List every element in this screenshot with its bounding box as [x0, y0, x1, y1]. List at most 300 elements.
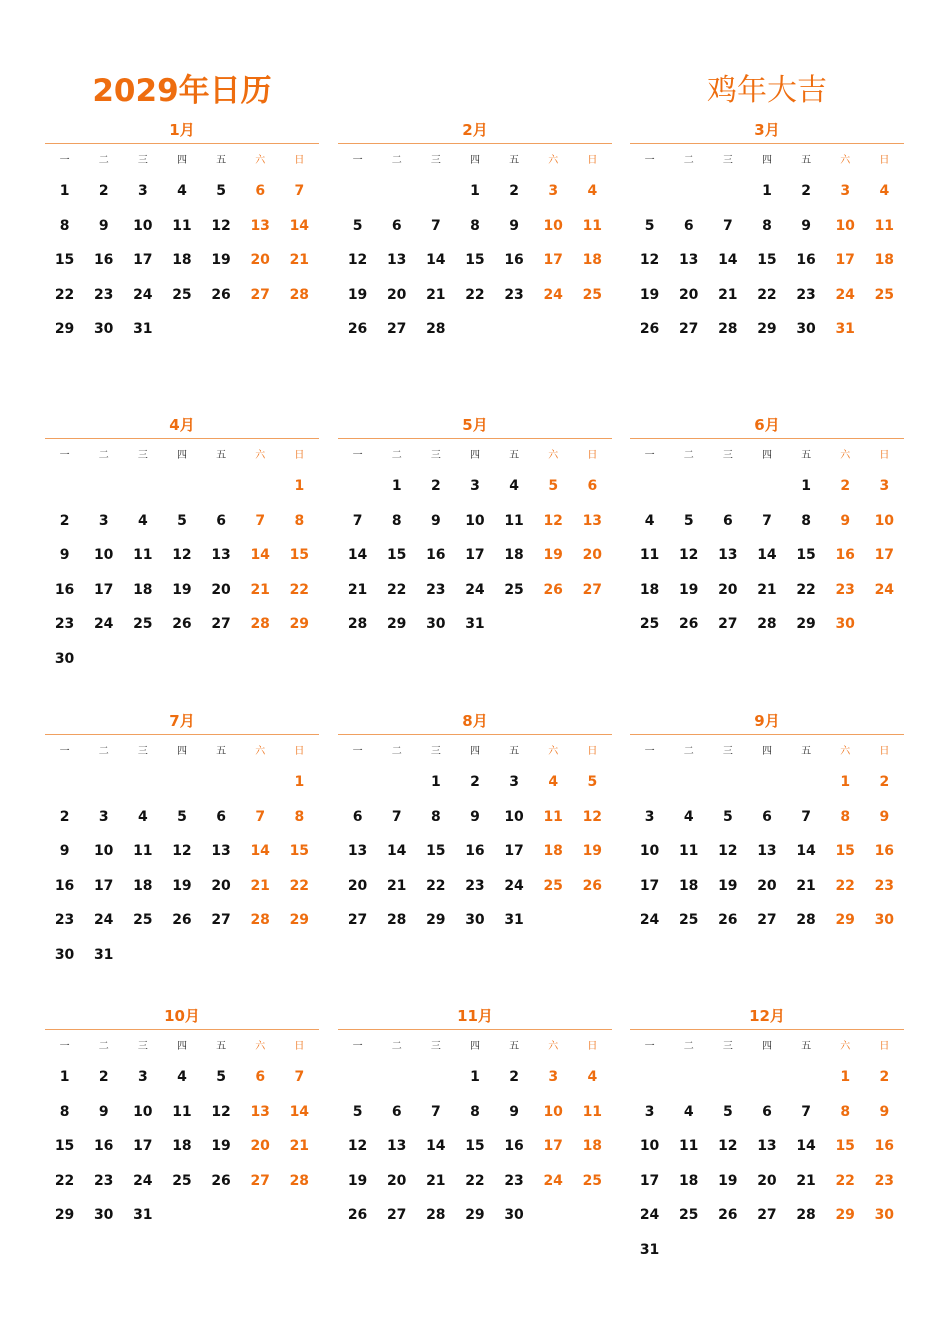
- day-cell: 19: [172, 877, 192, 894]
- day-cell: 23: [93, 286, 114, 303]
- day-cell: 21: [289, 1138, 310, 1154]
- day-cell: 19: [347, 286, 368, 303]
- month-grid: [630, 739, 904, 938]
- weekday-label: 六: [255, 155, 266, 166]
- day-cell: 23: [504, 1172, 524, 1189]
- empty-cell: [45, 765, 84, 800]
- weekday-label: 一: [352, 450, 363, 461]
- month-name: 3月: [754, 121, 780, 139]
- day-cell: 16: [54, 581, 75, 598]
- weekday-label: 二: [683, 1041, 694, 1052]
- weekday-label: 三: [137, 155, 148, 166]
- day-cell: 3: [470, 478, 480, 494]
- day-cell: 9: [59, 547, 70, 563]
- weekday-label: 四: [761, 155, 772, 166]
- day-cell: 16: [835, 547, 855, 563]
- day-cell: 17: [133, 1138, 153, 1154]
- day-cell: 28: [289, 286, 310, 303]
- day-cell: 10: [639, 843, 660, 859]
- day-cell: 6: [722, 512, 733, 529]
- day-cell: 25: [543, 877, 563, 894]
- day-cell: 15: [289, 547, 310, 563]
- day-cell: 6: [762, 1103, 772, 1120]
- day-cell: 4: [587, 1069, 598, 1085]
- day-cell: 24: [543, 286, 563, 303]
- day-cell: 20: [250, 252, 270, 268]
- day-cell: 11: [133, 843, 153, 859]
- month-grid: [338, 443, 612, 642]
- day-cell: 13: [211, 843, 231, 859]
- weekday-label: 四: [176, 746, 187, 757]
- day-cell: 20: [211, 877, 231, 894]
- day-cell: 20: [757, 877, 777, 894]
- day-cell: 23: [54, 616, 75, 632]
- weekday-label: 一: [644, 1041, 655, 1052]
- month-name: 10月: [164, 1007, 200, 1025]
- month-divider: [630, 143, 904, 144]
- day-cell: 27: [386, 321, 407, 337]
- weekday-label: 二: [98, 746, 109, 757]
- weekday-label: 六: [840, 155, 851, 166]
- day-cell: 21: [796, 877, 816, 894]
- day-cell: 21: [347, 581, 368, 598]
- weekday-label: 二: [683, 746, 694, 757]
- weekday-label: 二: [391, 746, 402, 757]
- weekday-label: 四: [176, 155, 187, 166]
- month-block: [338, 412, 612, 642]
- day-cell: 9: [59, 843, 70, 859]
- day-cell: 27: [250, 286, 270, 303]
- day-cell: 14: [757, 547, 777, 563]
- month-block: [338, 708, 612, 938]
- day-cell: 8: [430, 808, 441, 825]
- day-cell: 19: [639, 286, 660, 303]
- day-cell: 17: [93, 877, 114, 894]
- month-name: 1月: [169, 121, 195, 139]
- empty-cell: [123, 765, 162, 800]
- day-cell: 9: [840, 512, 851, 529]
- day-cell: 4: [177, 1069, 187, 1085]
- empty-cell: [416, 174, 455, 209]
- empty-cell: [669, 174, 708, 209]
- day-cell: 3: [644, 1103, 655, 1120]
- day-cell: 9: [801, 217, 811, 234]
- day-cell: 26: [347, 1207, 368, 1223]
- day-cell: 7: [801, 808, 811, 825]
- day-cell: 14: [289, 217, 310, 234]
- weekday-label: 日: [879, 155, 890, 166]
- day-cell: 11: [678, 843, 699, 859]
- day-cell: 29: [289, 912, 310, 928]
- day-cell: 5: [177, 808, 187, 825]
- day-cell: 24: [93, 912, 114, 928]
- month-block: [630, 708, 904, 938]
- day-cell: 7: [430, 1103, 441, 1120]
- day-cell: 6: [762, 808, 772, 825]
- day-cell: 12: [211, 1103, 231, 1120]
- day-cell: 6: [352, 808, 363, 825]
- day-cell: 3: [98, 808, 109, 825]
- day-cell: 8: [59, 217, 70, 234]
- day-cell: 16: [796, 252, 816, 268]
- day-cell: 11: [582, 1103, 603, 1120]
- day-cell: 23: [426, 581, 446, 598]
- empty-cell: [416, 1060, 455, 1095]
- weekday-label: 三: [722, 155, 733, 166]
- day-cell: 21: [386, 877, 407, 894]
- weekday-label: 四: [761, 746, 772, 757]
- day-cell: 15: [835, 1138, 855, 1154]
- day-cell: 20: [347, 877, 368, 894]
- weekday-label: 六: [840, 450, 851, 461]
- day-cell: 30: [93, 321, 114, 337]
- day-cell: 23: [504, 286, 524, 303]
- day-cell: 4: [137, 512, 148, 529]
- day-cell: 16: [93, 252, 114, 268]
- day-cell: 8: [294, 512, 305, 529]
- month-name: 9月: [754, 712, 780, 730]
- weekday-label: 五: [509, 1041, 520, 1052]
- weekday-label: 六: [548, 155, 559, 166]
- day-cell: 14: [347, 547, 368, 563]
- day-cell: 24: [639, 1207, 660, 1223]
- empty-cell: [377, 765, 416, 800]
- day-cell: 5: [587, 774, 598, 790]
- day-cell: 17: [133, 252, 153, 268]
- day-cell: 17: [543, 1138, 563, 1154]
- weekday-label: 四: [469, 155, 480, 166]
- weekday-label: 三: [722, 1041, 733, 1052]
- day-cell: 17: [639, 877, 660, 894]
- weekday-label: 一: [644, 450, 655, 461]
- day-cell: 7: [430, 217, 441, 234]
- day-cell: 6: [216, 808, 226, 825]
- empty-cell: [241, 765, 280, 800]
- weekday-label: 一: [644, 746, 655, 757]
- day-cell: 23: [796, 286, 816, 303]
- day-cell: 17: [465, 547, 485, 563]
- day-cell: 25: [678, 912, 699, 928]
- day-cell: 16: [874, 1138, 895, 1154]
- empty-cell: [630, 174, 669, 209]
- day-cell: 24: [133, 286, 153, 303]
- weekday-label: 四: [469, 746, 480, 757]
- day-cell: 15: [426, 843, 446, 859]
- weekday-label: 六: [840, 1041, 851, 1052]
- day-cell: 29: [465, 1207, 485, 1223]
- day-cell: 22: [289, 877, 310, 894]
- day-cell: 18: [172, 1138, 192, 1154]
- month-grid: [338, 148, 612, 347]
- day-cell: 11: [172, 1103, 192, 1120]
- month-divider: [338, 438, 612, 439]
- weekday-label: 二: [683, 450, 694, 461]
- day-cell: 8: [840, 1103, 851, 1120]
- day-cell: 2: [509, 1069, 519, 1085]
- day-cell: 9: [470, 808, 480, 825]
- day-cell: 19: [678, 581, 699, 598]
- day-cell: 15: [465, 1138, 485, 1154]
- day-cell: 26: [639, 321, 660, 337]
- month-block: [630, 117, 904, 347]
- day-cell: 15: [386, 547, 407, 563]
- day-cell: 10: [543, 1103, 563, 1120]
- weekday-label: 三: [722, 450, 733, 461]
- day-cell: 20: [386, 286, 407, 303]
- day-cell: 24: [133, 1172, 153, 1189]
- day-cell: 7: [722, 217, 733, 234]
- day-cell: 12: [718, 843, 738, 859]
- day-cell: 11: [172, 217, 192, 234]
- day-cell: 8: [59, 1103, 70, 1120]
- day-cell: 16: [465, 843, 485, 859]
- day-cell: 12: [172, 547, 192, 563]
- day-cell: 7: [255, 808, 266, 825]
- month-divider: [45, 1029, 319, 1030]
- day-cell: 21: [250, 877, 270, 894]
- month-grid: [338, 1034, 612, 1233]
- day-cell: 9: [509, 1103, 519, 1120]
- weekday-label: 六: [548, 1041, 559, 1052]
- day-cell: 27: [211, 616, 231, 632]
- day-cell: 28: [426, 321, 446, 337]
- weekday-label: 五: [216, 155, 227, 166]
- day-cell: 1: [840, 1069, 851, 1085]
- weekday-label: 三: [722, 746, 733, 757]
- day-cell: 26: [582, 877, 603, 894]
- month-grid: [45, 739, 319, 972]
- day-cell: 29: [54, 321, 75, 337]
- day-cell: 5: [722, 1103, 733, 1120]
- weekday-label: 三: [430, 155, 441, 166]
- day-cell: 24: [93, 616, 114, 632]
- day-cell: 13: [250, 1103, 270, 1120]
- day-cell: 4: [137, 808, 148, 825]
- weekday-label: 四: [761, 1041, 772, 1052]
- day-cell: 11: [543, 808, 563, 825]
- day-cell: 25: [874, 286, 895, 303]
- day-cell: 11: [582, 217, 603, 234]
- day-cell: 25: [133, 616, 153, 632]
- weekday-label: 一: [59, 1041, 70, 1052]
- day-cell: 3: [644, 808, 655, 825]
- day-cell: 26: [543, 581, 563, 598]
- weekday-label: 五: [801, 155, 812, 166]
- day-cell: 19: [172, 581, 192, 598]
- day-cell: 9: [879, 1103, 890, 1120]
- weekday-label: 二: [391, 450, 402, 461]
- day-cell: 11: [874, 217, 895, 234]
- month-block: [630, 1003, 904, 1267]
- empty-cell: [708, 765, 747, 800]
- day-cell: 4: [879, 183, 890, 199]
- day-cell: 14: [718, 252, 738, 268]
- empty-cell: [338, 1060, 377, 1095]
- day-cell: 1: [762, 183, 772, 199]
- day-cell: 19: [211, 1138, 231, 1154]
- day-cell: 25: [639, 616, 660, 632]
- month-name: 8月: [462, 712, 488, 730]
- day-cell: 18: [874, 252, 895, 268]
- day-cell: 29: [835, 912, 855, 928]
- day-cell: 9: [430, 512, 441, 529]
- weekday-label: 四: [761, 450, 772, 461]
- day-cell: 8: [294, 808, 305, 825]
- day-cell: 22: [54, 1172, 75, 1189]
- day-cell: 27: [211, 912, 231, 928]
- day-cell: 23: [874, 877, 895, 894]
- day-cell: 2: [98, 1069, 109, 1085]
- empty-cell: [787, 1060, 826, 1095]
- empty-cell: [747, 469, 786, 504]
- day-cell: 1: [470, 183, 480, 199]
- day-cell: 1: [840, 774, 851, 790]
- day-cell: 9: [98, 217, 109, 234]
- day-cell: 23: [54, 912, 75, 928]
- day-cell: 27: [757, 912, 777, 928]
- day-cell: 8: [391, 512, 402, 529]
- day-cell: 13: [582, 512, 603, 529]
- day-cell: 27: [582, 581, 603, 598]
- day-cell: 24: [835, 286, 855, 303]
- day-cell: 14: [250, 547, 270, 563]
- day-cell: 26: [211, 286, 231, 303]
- day-cell: 20: [718, 581, 738, 598]
- day-cell: 30: [874, 912, 895, 928]
- day-cell: 6: [683, 217, 694, 234]
- day-cell: 29: [796, 616, 816, 632]
- day-cell: 18: [678, 877, 699, 894]
- weekday-label: 日: [587, 450, 598, 461]
- empty-cell: [84, 469, 123, 504]
- empty-cell: [747, 1060, 786, 1095]
- day-cell: 25: [172, 1172, 192, 1189]
- month-grid: [45, 1034, 319, 1233]
- day-cell: 8: [470, 217, 480, 234]
- page-title: 2029年日历: [92, 73, 272, 109]
- day-cell: 6: [391, 217, 402, 234]
- empty-cell: [630, 1060, 669, 1095]
- month-divider: [45, 734, 319, 735]
- weekday-label: 五: [216, 1041, 227, 1052]
- empty-cell: [338, 765, 377, 800]
- day-cell: 19: [211, 252, 231, 268]
- day-cell: 6: [391, 1103, 402, 1120]
- day-cell: 9: [879, 808, 890, 825]
- day-cell: 30: [93, 1207, 114, 1223]
- empty-cell: [708, 174, 747, 209]
- day-cell: 10: [133, 1103, 153, 1120]
- day-cell: 13: [757, 843, 777, 859]
- day-cell: 15: [54, 1138, 75, 1154]
- day-cell: 5: [644, 217, 655, 234]
- weekday-label: 日: [587, 1041, 598, 1052]
- day-cell: 31: [465, 616, 485, 632]
- month-grid: [45, 443, 319, 676]
- day-cell: 14: [426, 1138, 446, 1154]
- day-cell: 8: [470, 1103, 480, 1120]
- day-cell: 18: [133, 877, 153, 894]
- month-name: 4月: [169, 416, 195, 434]
- day-cell: 23: [465, 877, 485, 894]
- weekday-label: 五: [216, 450, 227, 461]
- day-cell: 12: [678, 547, 699, 563]
- weekday-label: 日: [294, 155, 305, 166]
- day-cell: 12: [639, 252, 660, 268]
- day-cell: 16: [54, 877, 75, 894]
- day-cell: 22: [386, 581, 407, 598]
- day-cell: 22: [465, 1172, 485, 1189]
- month-block: [338, 117, 612, 347]
- day-cell: 13: [250, 217, 270, 234]
- month-block: [45, 708, 319, 972]
- weekday-label: 六: [255, 746, 266, 757]
- day-cell: 4: [509, 478, 519, 494]
- weekday-label: 二: [391, 155, 402, 166]
- day-cell: 1: [294, 774, 305, 790]
- day-cell: 5: [177, 512, 187, 529]
- day-cell: 15: [289, 843, 310, 859]
- weekday-label: 一: [59, 450, 70, 461]
- day-cell: 5: [548, 478, 559, 494]
- day-cell: 10: [93, 843, 114, 859]
- weekday-label: 日: [879, 746, 890, 757]
- day-cell: 24: [465, 581, 485, 598]
- empty-cell: [123, 469, 162, 504]
- day-cell: 30: [796, 321, 816, 337]
- day-cell: 24: [639, 912, 660, 928]
- day-cell: 29: [386, 616, 407, 632]
- weekday-label: 二: [391, 1041, 402, 1052]
- empty-cell: [377, 174, 416, 209]
- weekday-label: 日: [294, 450, 305, 461]
- day-cell: 5: [683, 512, 694, 529]
- day-cell: 26: [211, 1172, 231, 1189]
- day-cell: 11: [678, 1138, 699, 1154]
- day-cell: 10: [543, 217, 563, 234]
- day-cell: 30: [835, 616, 855, 632]
- day-cell: 28: [250, 616, 270, 632]
- day-cell: 18: [172, 252, 192, 268]
- empty-cell: [747, 765, 786, 800]
- day-cell: 28: [718, 321, 738, 337]
- weekday-label: 三: [137, 746, 148, 757]
- day-cell: 31: [639, 1241, 660, 1258]
- day-cell: 19: [347, 1172, 368, 1189]
- month-divider: [338, 143, 612, 144]
- day-cell: 18: [582, 1138, 603, 1154]
- day-cell: 26: [718, 912, 738, 928]
- day-cell: 30: [874, 1207, 895, 1223]
- day-cell: 30: [54, 650, 75, 667]
- page-subtitle: 鸡年大吉: [707, 73, 827, 108]
- day-cell: 25: [504, 581, 524, 598]
- month-divider: [630, 438, 904, 439]
- day-cell: 19: [718, 1172, 738, 1189]
- day-cell: 28: [796, 912, 816, 928]
- day-cell: 29: [289, 616, 310, 632]
- day-cell: 6: [255, 1069, 266, 1085]
- day-cell: 26: [718, 1207, 738, 1223]
- day-cell: 16: [874, 843, 895, 859]
- weekday-label: 一: [352, 746, 363, 757]
- day-cell: 3: [98, 512, 109, 529]
- day-cell: 12: [172, 843, 192, 859]
- day-cell: 7: [762, 512, 772, 529]
- day-cell: 14: [289, 1103, 310, 1120]
- day-cell: 18: [133, 581, 153, 598]
- weekday-label: 四: [176, 450, 187, 461]
